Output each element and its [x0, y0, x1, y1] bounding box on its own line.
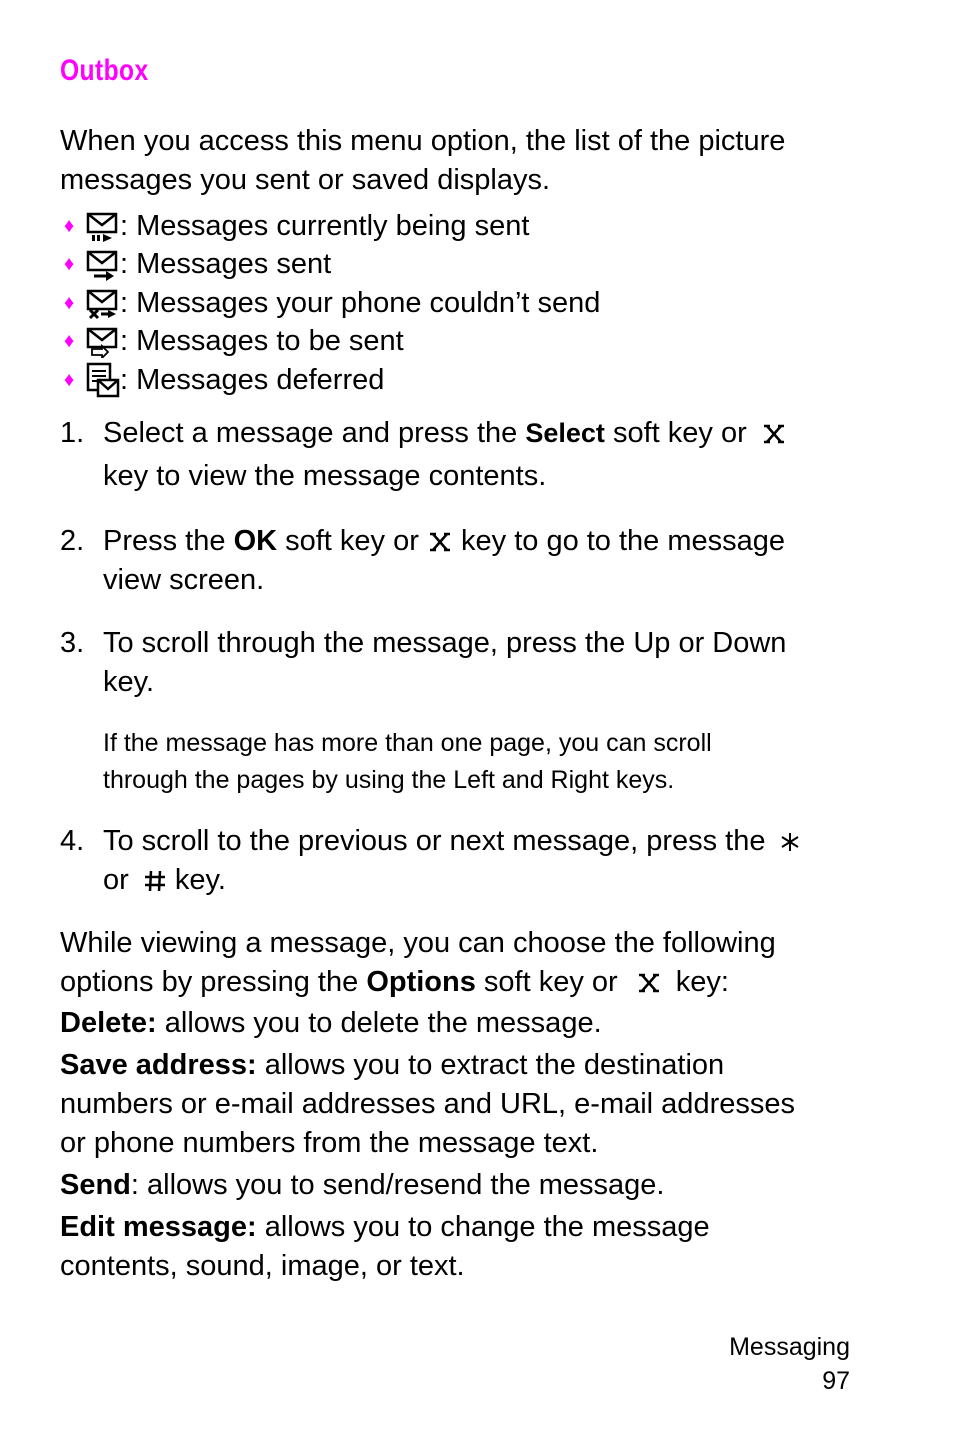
- hash-key-icon: [143, 869, 167, 893]
- page-number: 97: [822, 1367, 850, 1395]
- step-3: 3. To scroll through the message, press the Up or Down key.: [60, 627, 787, 698]
- diamond-bullet-icon: ♦: [64, 214, 75, 237]
- diamond-bullet-icon: ♦: [64, 252, 75, 275]
- message-deferred-icon: [86, 360, 120, 400]
- option-save-address: Save address: allows you to extract the destination numbers or e-mail addresses and URL, e-mail addresses or phone numbers from the message text.: [60, 1049, 795, 1159]
- legend-item: ♦ : Messages to be sent: [64, 324, 404, 357]
- page-heading: Outbox: [60, 54, 149, 87]
- intro-paragraph: When you access this menu option, the list of the picture messages you sent or saved displays.: [60, 125, 786, 196]
- diamond-bullet-icon: ♦: [64, 291, 75, 314]
- step-4: 4. To scroll to the previous or next message, press the or key.: [60, 822, 880, 900]
- step-2: 2. Press the OK soft key or key to go to the message view screen.: [60, 525, 786, 596]
- legend-item: ♦ : Messages your phone couldn’t send: [64, 286, 601, 319]
- step-3-note: If the message has more than one page, you can scroll through the pages by using the Left and Right keys.: [103, 729, 712, 794]
- option-delete: Delete: allows you to delete the message.: [60, 1007, 602, 1039]
- diamond-bullet-icon: ♦: [64, 368, 75, 391]
- step-1: 1. Select a message and press the Select soft key or key to view the message contents.: [60, 414, 880, 496]
- footer-section-name: Messaging: [729, 1333, 850, 1361]
- center-key-icon: [761, 421, 787, 447]
- center-key-icon: [636, 970, 662, 996]
- center-key-icon: [427, 529, 453, 555]
- legend-item: ♦ : Messages deferred: [64, 360, 384, 400]
- legend-item: ♦ : Messages sent: [64, 247, 332, 280]
- message-sent-icon: [86, 247, 120, 281]
- message-sending-icon: [86, 209, 120, 243]
- options-intro: While viewing a message, you can choose the following options by pressing the Options soft key or key:: [60, 927, 776, 998]
- message-failed-icon: [86, 286, 120, 320]
- option-edit-message: Edit message: allows you to change the message contents, sound, image, or text.: [60, 1211, 710, 1282]
- option-send: Send: allows you to send/resend the message.: [60, 1169, 665, 1201]
- legend-item: ♦ : Messages currently being sent: [64, 209, 530, 242]
- star-key-icon: [780, 831, 800, 853]
- diamond-bullet-icon: ♦: [64, 329, 75, 352]
- message-pending-icon: [86, 324, 120, 358]
